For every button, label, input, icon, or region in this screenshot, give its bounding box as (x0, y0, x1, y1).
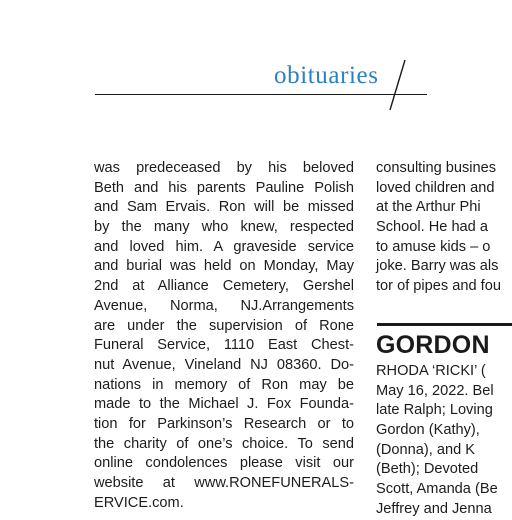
text-line: and burial was held on Monday, May (94, 258, 354, 275)
text-line: Gordon (Kathy), (376, 422, 480, 439)
text-line: nut Avenue, Vineland NJ 08360. Do- (94, 356, 354, 373)
text-line: tion for Parkinson’s Research or to (94, 415, 354, 432)
text-line: the charity of one’s choice. To send (94, 435, 354, 452)
text-line: ERVICE.com. (94, 494, 184, 511)
text-line: Avenue, Norma, NJ.Arrangements (94, 297, 354, 314)
section-title: obituaries (274, 62, 379, 89)
text-line: by the many who knew, respected (94, 219, 354, 236)
text-line: late Ralph; Loving (376, 402, 493, 419)
text-line: RHODA ‘RICKI’ ( (376, 363, 486, 379)
text-line: Funeral Service, 1110 East Chest- (94, 337, 354, 354)
text-line: loved children and (376, 179, 495, 196)
text-line: online condolences please visit our (94, 455, 354, 472)
text-line: nations in memory of Ron may be (94, 376, 354, 393)
text-line: are under the supervision of Rone (94, 317, 354, 334)
header-rule (95, 94, 427, 95)
obituary-text-left-column (94, 159, 354, 513)
text-line: Scott, Amanda (Be (376, 481, 498, 498)
text-line: at the Arthur Phi (376, 199, 481, 216)
text-line: 2nd at Alliance Cemetery, Gershel (94, 278, 354, 295)
obituary-text-right-column-bottom (376, 362, 498, 520)
text-line: Beth and his parents Pauline Polish (94, 179, 354, 196)
obituary-text-right-column-top (376, 159, 512, 297)
text-line: and Sam Ervais. Ron will be missed (94, 199, 354, 216)
text-line: consulting busines (376, 160, 497, 176)
text-line: (Donna), and K (376, 441, 475, 458)
obituary-divider-rule (377, 323, 512, 326)
text-line: (Beth); Devoted (376, 461, 479, 478)
text-line: made to the Michael J. Fox Founda- (94, 396, 354, 413)
text-line: School. He had a (376, 219, 488, 236)
text-line: website at www.RONEFUNERALS- (94, 475, 354, 491)
text-line: tor of pipes and fou (376, 278, 501, 295)
text-line: to amuse kids – o (376, 238, 491, 255)
header-slash-decoration (388, 58, 408, 112)
text-line: May 16, 2022. Bel (376, 382, 494, 399)
text-line: Jeffrey and Jenna (376, 500, 492, 517)
text-line: was predeceased by his beloved (94, 160, 354, 176)
obituary-name-heading: GORDON (376, 331, 490, 359)
text-line: joke. Barry was als (376, 258, 499, 275)
text-line: and loved him. A graveside service (94, 238, 354, 255)
